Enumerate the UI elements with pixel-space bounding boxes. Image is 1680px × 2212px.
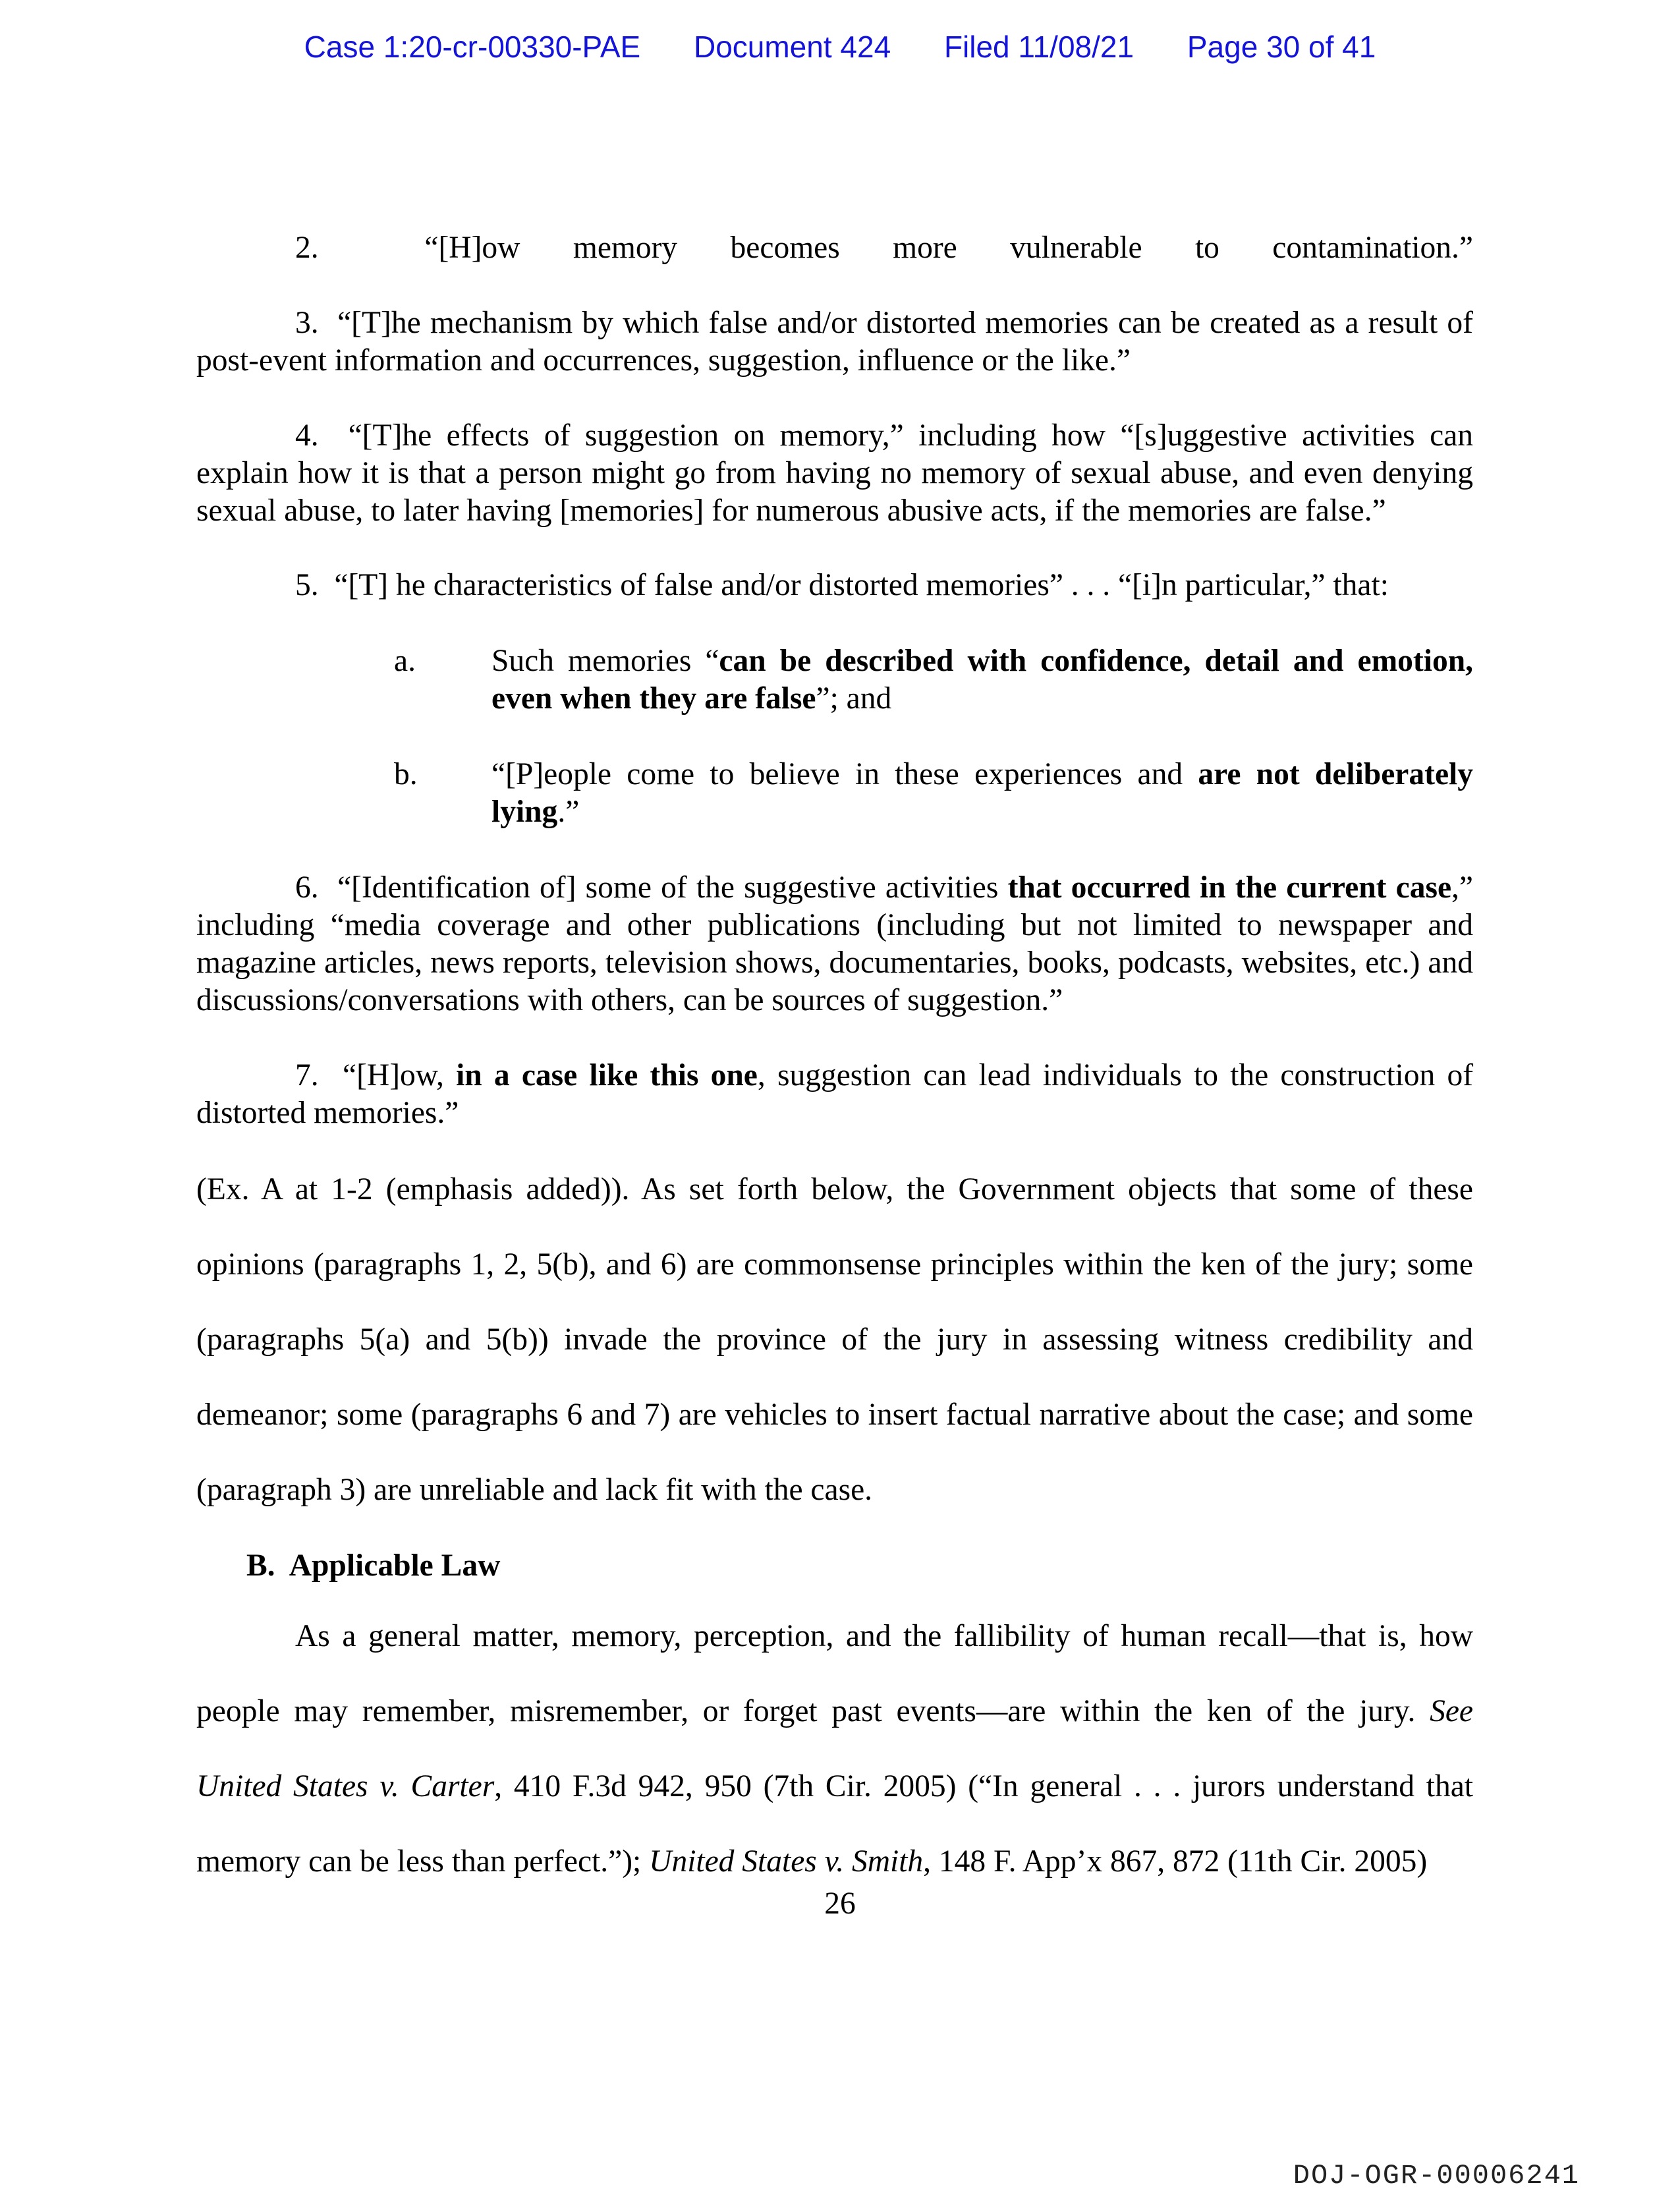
- ecf-header: [0, 29, 1680, 65]
- case-citation-smith: United States v. Smith: [649, 1844, 924, 1879]
- emphasis-text: can be described with confidence, detail and emotion, even when they are false: [491, 644, 1473, 716]
- opinion-item-5: 5. “[T] he characteristics of false and/or distorted memories” . . . “[i]n particular,” that:: [295, 568, 1389, 602]
- section-heading: B. Applicable Law: [246, 1548, 501, 1583]
- case-citation-carter: United States v. Carter: [196, 1769, 495, 1803]
- opinion-item-6: 6. “[Identification of] some of the suggestive activities that occurred in the current case,” including “media coverage and other publications (including but not limited to newspaper and magazine articles, news reports, television shows, documentaries, books, podcasts, websites, etc.) and discussions/conversations with others, can be sources of suggestion.”: [196, 870, 1474, 1017]
- opinion-item-2: 2. “[H]ow memory becomes more vulnerable to contamination.”: [295, 231, 1473, 265]
- opinion-item-3: 3. “[T]he mechanism by which false and/or distorted memories can be created as a result of post-event information and occurrences, suggestion, influence or the like.”: [196, 306, 1473, 378]
- document-number: Document 424: [693, 30, 891, 64]
- emphasis-text: are not deliberately lying: [491, 757, 1473, 829]
- signal-see: See: [1430, 1694, 1473, 1728]
- applicable-law-paragraph: As a general matter, memory, perception, and the fallibility of human recall—that is, how people may remember, misremember, or forget past events—are within the ken of the jury. See United States v. Carter, 410 F.3d 942, 950 (7th Cir. 2005) (“In general . . . jurors understand that memory can be less than perfect.”); United States v. Smith, 148 F. App’x 867, 872 (11th Cir. 2005): [196, 1619, 1473, 1879]
- page-number: 26: [824, 1886, 856, 1921]
- objection-summary-paragraph: (Ex. A at 1-2 (emphasis added)). As set forth below, the Government objects that some of these opinions (paragraphs 1, 2, 5(b), and 6) are commonsense principles within the ken of the jury; some (paragraphs 5(a) and 5(b)) invade the province of the jury in assessing witness credibility and demeanor; some (paragraphs 6 and 7) are vehicles to insert factual narrative about the case; and some (paragraph 3) are unreliable and lack fit with the case.: [196, 1172, 1473, 1507]
- case-number: Case 1:20-cr-00330-PAE: [304, 30, 641, 64]
- filed-date: Filed 11/08/21: [943, 30, 1134, 64]
- opinion-item-4: 4. “[T]he effects of suggestion on memory,” including how “[s]uggestive activities can explain how it is that a person might go from having no memory of sexual abuse, and even denying sexual abuse, to later having [memories] for numerous abusive acts, if the memories are false.”: [196, 418, 1473, 528]
- emphasis-text: in a case like this one: [456, 1058, 758, 1092]
- document-page: Case 1:20-cr-00330-PAE Document 424 Filed 11/08/21 Page 30 of 41 2. “[H]ow memory becomes more vulnerable to contamination.” 3. “[T]he mechanism by which false and/or distorted memories can be created as a result of post-event information and occurrences, suggestion, influence or the like.” 4. “[T]he effects of suggestion on memory,” including how “[s]uggestive activities can explain how it is that a person might go from having no memory of sexual abuse, and even denying sexual abuse, to later having [memories] for numerous abusive acts, if the memories are false.” 5. “[T] he characteristics of false and/or distorted memories” . . . “[i]n particular,” that: a. Such memories “can be described with confidence, detail and emotion, even when they are false”; and b. “[P]eople come to believe in these experiences and are not deliberately lying.” 6. “[Identification of] some of the suggestive activities that occurred in the current case,” including “media coverage and other publications (including but not limited to newspaper and magazine articles, news reports, television shows, documentaries, books, podcasts, websites, etc.) and discussions/conversations with others, can be sources of suggestion.” 7. “[H]ow, in a case like this one, suggestion can lead individuals to the construction of distorted memories.” (Ex. A at 1-2 (emphasis added)). As set forth below, the Government objects that some of these opinions (paragraphs 1, 2, 5(b), and 6) are commonsense principles within the ken of the jury; some (paragraphs 5(a) and 5(b)) invade the province of the jury in assessing witness credibility and demeanor; some (paragraphs 6 and 7) are vehicles to insert factual narrative about the case; and some (paragraph 3) are unreliable and lack fit with the case. B. Applicable Law As a general matter, memory, perception, and the fallibility of human recall—that is, how people may remember, misremember, or forget past events—are within the ken of the jury. See United States v. Carter, 410 F.3d 942, 950 (7th Cir. 2005) (“In general . . . jurors understand that memory can be less than perfect.”); United States v. Smith, 148 F. App’x 867, 872 (11th Cir. 2005) 26 DOJ-OGR-00006241: [0, 0, 1680, 2212]
- opinion-item-7: 7. “[H]ow, in a case like this one, suggestion can lead individuals to the construction of distorted memories.”: [196, 1058, 1474, 1130]
- emphasis-text: that occurred in the current case: [1007, 870, 1452, 905]
- bates-number: DOJ-OGR-00006241: [1293, 2160, 1580, 2192]
- page-of-pages: Page 30 of 41: [1187, 30, 1376, 64]
